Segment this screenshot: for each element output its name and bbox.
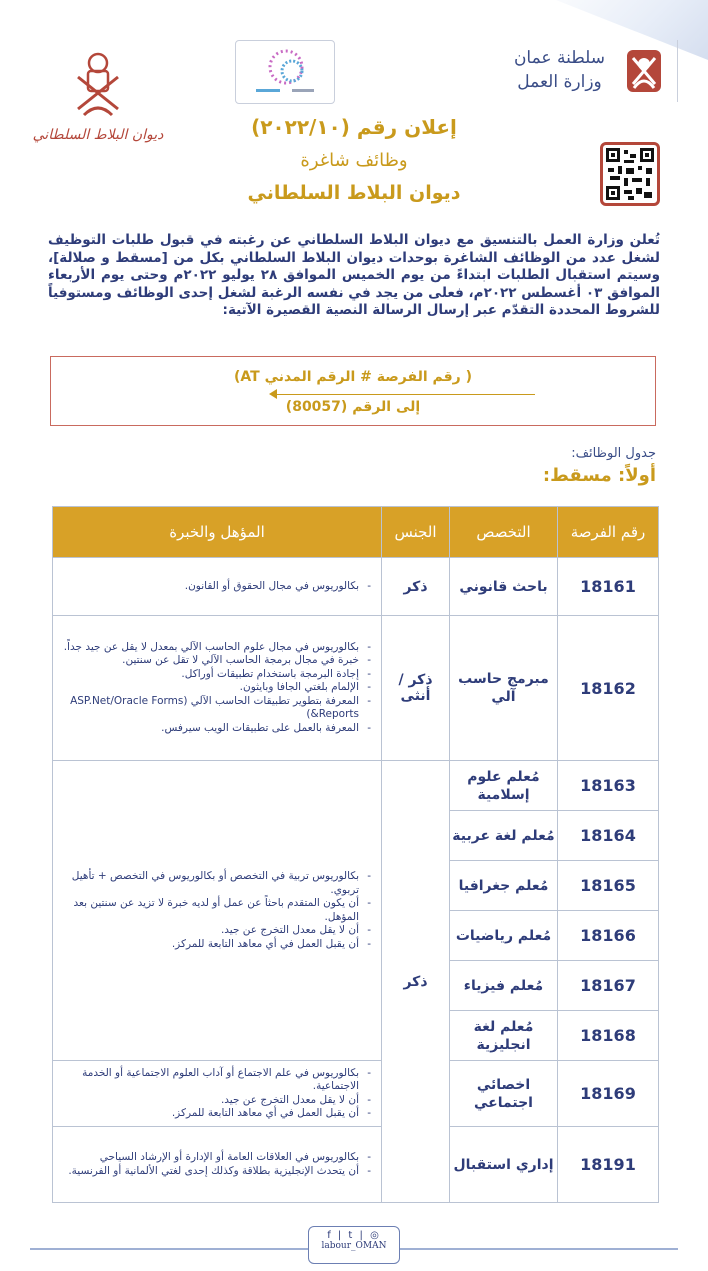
qualification-item: - بكالوريوس في مجال الحقوق أو القانون.: [59, 580, 359, 594]
header-specialty: التخصص: [450, 507, 558, 558]
ministry-of-labour-logo: [507, 40, 678, 102]
ministry-name: [512, 46, 607, 94]
job-gender: ذكر: [382, 761, 450, 1203]
announcement-title: إعلان رقم (٢٠٢٢/١٠): [251, 115, 457, 139]
job-specialty: مُعلم لغة عربية: [450, 811, 558, 861]
jobs-table: [52, 506, 659, 1203]
jobs-table-label: جدول الوظائف:: [571, 446, 656, 461]
royal-court-logo: [28, 45, 168, 165]
job-id: 18191: [558, 1127, 659, 1203]
header-id: رقم الفرصة: [558, 507, 659, 558]
job-specialty: مبرمج حاسب آلي: [450, 616, 558, 761]
qualification-item: - إجادة البرمجة باستخدام تطبيقات أوراكل.: [59, 668, 359, 682]
qualification-item: - بكالوريوس تربية في التخصص أو بكالوريوس في التخصص + تأهيل تربوي.: [59, 870, 359, 897]
header-qualification: المؤهل والخبرة: [53, 507, 382, 558]
job-specialty: مُعلم رياضيات: [450, 911, 558, 961]
table-header-row: [53, 507, 659, 558]
job-id: 18167: [558, 961, 659, 1011]
qualification-list: [59, 580, 371, 594]
qualification-item: - المعرفة بالعمل على تطبيقات الويب سيرفس.: [59, 722, 359, 736]
region-heading: أولاً: مسقط:: [542, 465, 656, 486]
job-id: 18169: [558, 1061, 659, 1127]
sms-format: ( رقم الفرصة # الرقم المدني AT): [233, 369, 472, 385]
sms-instructions-box: [50, 356, 656, 426]
qualification-list: [59, 641, 371, 736]
job-specialty: إداري استقبال: [450, 1127, 558, 1203]
partner-logo: [235, 40, 335, 104]
social-icons[interactable]: f | t | ◎: [327, 1230, 381, 1241]
job-specialty: اخصائي اجتماعي: [450, 1061, 558, 1127]
table-row: [53, 1127, 659, 1203]
job-qualification: [53, 616, 382, 761]
job-gender: ذكر / أنثى: [382, 616, 450, 761]
sms-divider: [273, 394, 535, 395]
qualification-item: - بكالوريوس في علم الاجتماع أو آداب العلوم الاجتماعية أو الخدمة الاجتماعية.: [59, 1067, 359, 1094]
sms-number: إلى الرقم (80057): [285, 399, 421, 415]
royal-court-emblem-icon: [28, 45, 168, 125]
qualification-item: - الإلمام بلغتي الجافا وبايثون.: [59, 681, 359, 695]
job-specialty: مُعلم جغرافيا: [450, 861, 558, 911]
job-id: 18162: [558, 616, 659, 761]
announcement-organization: ديوان البلاط السلطاني: [247, 182, 461, 204]
social-handle[interactable]: labour_OMAN: [321, 1241, 387, 1251]
ministry-name-line1: سلطنة عمان: [513, 48, 606, 68]
announcement-subtitle: وظائف شاغرة: [300, 150, 408, 171]
partner-logo-graphic-icon: [236, 41, 334, 103]
social-handle-badge[interactable]: [308, 1226, 400, 1264]
job-qualification: [53, 558, 382, 616]
qualification-item: - أن يكون المتقدم باحثاً عن عمل أو لديه خبرة لا تزيد عن سنتين بعد المؤهل.: [59, 897, 359, 924]
table-row: [53, 616, 659, 761]
job-id: 18164: [558, 811, 659, 861]
qualification-list: [59, 1151, 371, 1178]
job-id: 18165: [558, 861, 659, 911]
table-row: [53, 761, 659, 811]
qualification-item: - أن يقبل العمل في أي معاهد التابعة للمركز.: [59, 1107, 359, 1121]
job-qualification: [53, 1061, 382, 1127]
qualification-list: [59, 1067, 371, 1121]
qualification-item: - أن لا يقل معدل التخرج عن جيد.: [59, 1094, 359, 1108]
job-id: 18166: [558, 911, 659, 961]
ministry-name-line2: وزارة العمل: [517, 72, 602, 92]
table-row: [53, 1061, 659, 1127]
job-specialty: باحث قانوني: [450, 558, 558, 616]
job-gender: ذكر: [382, 558, 450, 616]
table-row: [53, 558, 659, 616]
job-id: 18168: [558, 1011, 659, 1061]
qualification-item: - أن لا يقل معدل التخرج عن جيد.: [59, 924, 359, 938]
qualification-item: - خبرة في مجال برمجة الحاسب الآلي لا تقل عن سنتين.: [59, 654, 359, 668]
qualification-item: - المعرفة بتطوير تطبيقات الحاسب الآلي (ASP.Net/Oracle Forms &Reports): [59, 695, 359, 722]
header-gender: الجنس: [382, 507, 450, 558]
qualification-item: - أن يقبل العمل في أي معاهد التابعة للمركز.: [59, 938, 359, 952]
qualification-item: - أن يتحدث الإنجليزية بطلاقة وكذلك إحدى لغتي الألمانية أو الفرنسية.: [59, 1165, 359, 1179]
qualification-item: - بكالوريوس في مجال علوم الحاسب الآلي بمعدل لا يقل عن جيد جداً.: [59, 641, 359, 655]
job-specialty: مُعلم علوم إسلامية: [450, 761, 558, 811]
qualification-list: [59, 870, 371, 951]
job-id: 18161: [558, 558, 659, 616]
qualification-item: - بكالوريوس في العلاقات العامة أو الإدارة أو الإرشاد السياحي: [59, 1151, 359, 1165]
announcement-intro: تُعلن وزارة العمل بالتنسيق مع ديوان البلاط السلطاني عن رغبته في قبول طلبات التوظيف لشغل عدد من الوظائف الشاغرة بوحدات ديوان البلاط السلطاني بكل من [مسقط و صلالة]، وسيتم استقبال الطلبات ابتداءً من يوم الخميس الموافق ٢٨ يوليو ٢٠٢٢م وحتى يوم الأربعاء الموافق ٠٣ أغسطس ٢٠٢٢م، فعلى من يجد في نفسه الرغبة لشغل إحدى الوظائف ومستوفياً للشروط المحددة التقدّم عبر إرسال الرسالة النصية القصيرة الآتية:: [48, 232, 660, 318]
oman-emblem-icon: [619, 44, 669, 98]
job-qualification: [53, 1127, 382, 1203]
job-id: 18163: [558, 761, 659, 811]
royal-court-name: ديوان البلاط السلطاني: [32, 127, 164, 143]
job-specialty: مُعلم فيزياء: [450, 961, 558, 1011]
job-qualification: [53, 761, 382, 1061]
job-specialty: مُعلم لغة انجليزية: [450, 1011, 558, 1061]
